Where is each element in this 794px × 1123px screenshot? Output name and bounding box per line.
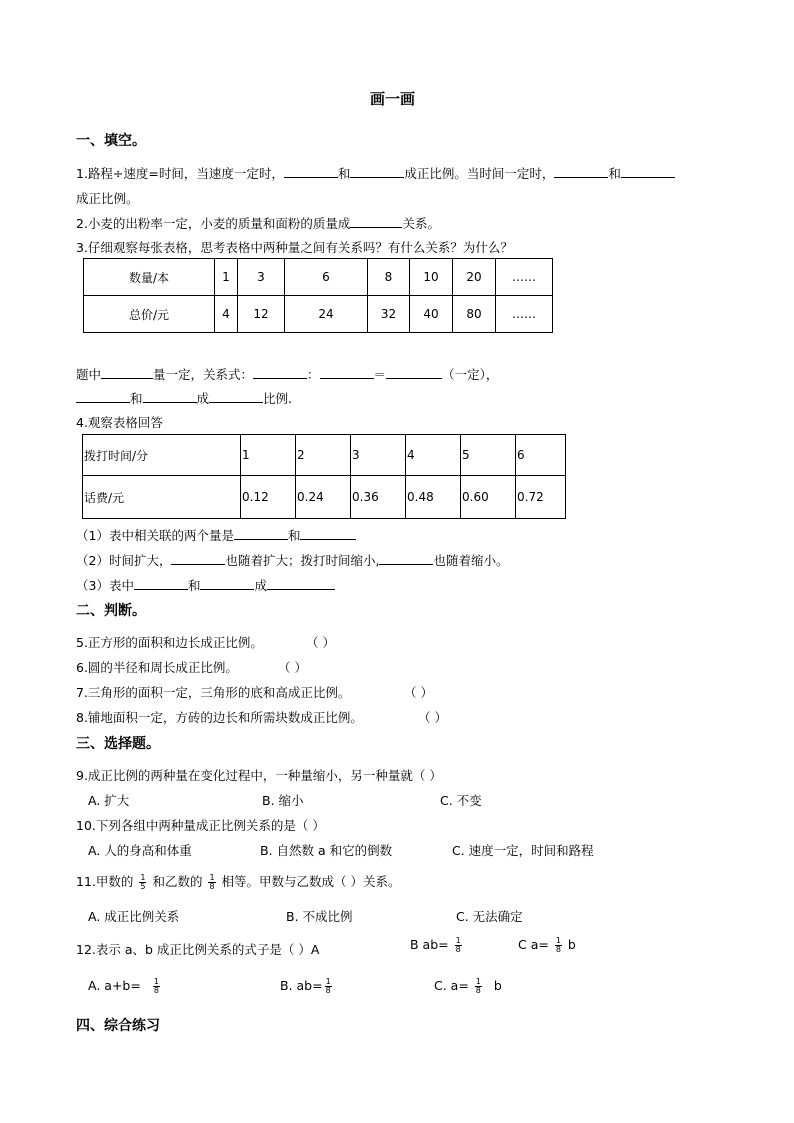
q12-option-a[interactable]: [88, 978, 162, 995]
q6-answer-paren[interactable]: （ ）: [278, 660, 307, 675]
page-title: 画一画: [370, 90, 416, 108]
question-10: 10.下列各组中两种量成正比例关系的是（ ）: [76, 818, 325, 833]
fraction-numerator: 1: [555, 936, 561, 945]
table-cell: 3: [238, 259, 285, 296]
q3-blank-7[interactable]: [209, 390, 263, 403]
q4-sub3-blank-3[interactable]: [267, 577, 335, 590]
q5-answer-paren[interactable]: （ ）: [306, 635, 335, 650]
question-1-line-1: [76, 164, 675, 182]
q3-text-f: 和: [130, 391, 143, 406]
q4-sub1-blank-2[interactable]: [300, 527, 356, 540]
table-cell: 6: [516, 435, 566, 476]
table-cell: 0.12: [241, 476, 296, 519]
section-heading-judge: 二、判断。: [76, 603, 146, 619]
fraction-numerator: 1: [209, 873, 215, 882]
table-cell: 0.48: [406, 476, 461, 519]
q4-sub1-text-b: 和: [287, 528, 301, 543]
table-cell: 10: [410, 259, 453, 296]
table-cell: 总价/元: [84, 296, 215, 333]
fraction-one-eighth: [475, 978, 482, 995]
q4-sub3-text-b: 和: [187, 578, 201, 593]
q3-text-e: （一定），: [442, 367, 499, 382]
table-cell: 12: [238, 296, 285, 333]
fraction-one-eighth: [455, 937, 462, 954]
question-3-fill-2: [76, 389, 292, 407]
table-cell: 1: [215, 259, 238, 296]
table-cell: 5: [461, 435, 516, 476]
q1-text-c: 成正比例。当时间一定时，: [404, 166, 555, 181]
q9-option-c[interactable]: C. 不变: [440, 793, 482, 808]
q3-blank-1[interactable]: [101, 366, 153, 379]
q10-option-b[interactable]: B. 自然数 a 和它的倒数: [260, 843, 393, 858]
table-cell: ……: [496, 259, 553, 296]
q2-blank[interactable]: [350, 215, 402, 228]
table-cell: 8: [368, 259, 410, 296]
fraction-denominator: 5: [140, 882, 146, 891]
question-7: 7.三角形的面积一定，三角形的底和高成正比例。: [76, 685, 351, 700]
q3-blank-6[interactable]: [143, 390, 197, 403]
table-cell: 40: [410, 296, 453, 333]
question-4-sub-2: [76, 551, 508, 569]
question-6: 6.圆的半径和周长成正比例。: [76, 660, 238, 675]
table-cell: 0.60: [461, 476, 516, 519]
fraction-denominator: 8: [475, 986, 481, 995]
q9-option-b[interactable]: B. 缩小: [262, 793, 304, 808]
q12-inline-c-tail: b: [567, 937, 576, 952]
question-9: 9.成正比例的两种量在变化过程中，一种量缩小，另一种量就（ ）: [76, 768, 442, 783]
q1-blank-2[interactable]: [350, 165, 404, 178]
table-cell: 6: [285, 259, 368, 296]
q10-option-a[interactable]: A. 人的身高和体重: [88, 843, 192, 858]
fraction-denominator: 8: [555, 945, 561, 954]
q11-text-c: 相等。甲数与乙数成（ ）关系。: [221, 874, 401, 889]
question-8: 8.铺地面积一定，方砖的边长和所需块数成正比例。: [76, 710, 363, 725]
table-cell: 4: [215, 296, 238, 333]
fraction-one-eighth: [555, 937, 562, 954]
section-heading-choice: 三、选择题。: [76, 736, 160, 752]
q4-sub3-blank-1[interactable]: [134, 577, 188, 590]
q11-option-c[interactable]: C. 无法确定: [456, 909, 523, 924]
q3-text-b: 量一定，关系式：: [153, 367, 254, 382]
q4-sub1-blank-1[interactable]: [234, 527, 288, 540]
q7-answer-paren[interactable]: （ ）: [404, 685, 433, 700]
q1-blank-1[interactable]: [284, 165, 338, 178]
table-cell: 0.36: [351, 476, 406, 519]
q1-text-b: 和: [337, 166, 351, 181]
q12-option-c-text: C. a=: [434, 978, 469, 993]
table-cell: 1: [241, 435, 296, 476]
table-cell: 24: [285, 296, 368, 333]
fraction-denominator: 8: [209, 882, 215, 891]
table-cell: 20: [453, 259, 496, 296]
q3-text-d: ＝: [373, 367, 387, 382]
q12-inline-c-text: C a=: [518, 937, 549, 952]
table-cell: 0.24: [296, 476, 351, 519]
fraction-one-eighth: [153, 978, 160, 995]
q3-blank-2[interactable]: [253, 366, 307, 379]
q4-sub3-text-a: （3）表中: [76, 578, 134, 593]
table-cell: 4: [406, 435, 461, 476]
q12-option-b-text: B. ab=: [280, 978, 323, 993]
q3-text-h: 比例.: [263, 391, 293, 406]
q4-sub1-text-a: （1）表中相关联的两个量是: [76, 528, 234, 543]
question-2: [76, 214, 440, 232]
q9-option-a[interactable]: A. 扩大: [88, 793, 130, 808]
q8-answer-paren[interactable]: （ ）: [418, 710, 447, 725]
q12-inline-option-b: [410, 937, 464, 954]
question-4: 4.观察表格回答: [76, 415, 163, 430]
question-4-sub-1: [76, 526, 356, 544]
table-cell: 拨打时间/分: [83, 435, 241, 476]
call-fee-table: [82, 434, 566, 519]
question-4-sub-3: [76, 576, 335, 594]
q12-inline-option-c: [518, 937, 576, 954]
fraction-numerator: 1: [325, 977, 331, 986]
q1-blank-4[interactable]: [621, 165, 675, 178]
question-12: 12.表示 a、b 成正比例关系的式子是（ ）A: [76, 942, 320, 957]
q11-option-a[interactable]: A. 成正比例关系: [88, 909, 180, 924]
q12-option-a-text: A. a+b=: [88, 978, 141, 993]
question-3-fill-1: [76, 365, 498, 383]
q1-blank-3[interactable]: [554, 165, 608, 178]
table-cell: 0.72: [516, 476, 566, 519]
q12-inline-b-text: B ab=: [410, 937, 449, 952]
table-cell: ……: [496, 296, 553, 333]
table-cell: 3: [351, 435, 406, 476]
section-heading-practice: 四、综合练习: [76, 1018, 160, 1034]
question-11: [76, 872, 401, 891]
q1-text-a: 1.路程÷速度=时间，当速度一定时，: [76, 166, 284, 181]
question-1-line-2: 成正比例。: [76, 191, 139, 206]
q4-sub2-blank-2[interactable]: [379, 552, 433, 565]
question-3: 3.仔细观察每张表格，思考表格中两种量之间有关系吗？有什么关系？为什么？: [76, 240, 513, 255]
q11-text-b: 和乙数的: [152, 874, 203, 889]
q3-text-c: ：: [307, 367, 320, 382]
table-cell: 数量/本: [84, 259, 215, 296]
q12-option-c-tail: b: [493, 978, 502, 993]
fraction-one-fifth: [139, 874, 146, 891]
q2-text-b: 关系。: [402, 216, 440, 231]
q3-blank-5[interactable]: [76, 390, 130, 403]
q3-blank-3[interactable]: [320, 366, 374, 379]
q3-text-a: 题中: [76, 367, 102, 382]
fraction-denominator: 8: [455, 945, 461, 954]
q4-sub2-text-a: （2）时间扩大，: [76, 553, 172, 568]
q4-sub3-text-c: 成: [254, 578, 267, 593]
fraction-one-eighth: [208, 874, 215, 891]
fraction-numerator: 1: [153, 977, 159, 986]
fraction-denominator: 8: [325, 986, 331, 995]
q11-text-a: 11.甲数的: [76, 874, 134, 889]
question-5: 5.正方形的面积和边长成正比例。: [76, 635, 263, 650]
fraction-denominator: 8: [153, 986, 159, 995]
fraction-numerator: 1: [475, 977, 481, 986]
fraction-numerator: 1: [140, 873, 146, 882]
table-cell: 2: [296, 435, 351, 476]
q3-text-g: 成: [196, 391, 210, 406]
table-cell: 话费/元: [83, 476, 241, 519]
price-table: [83, 258, 553, 333]
q11-option-b[interactable]: B. 不成比例: [286, 909, 353, 924]
q10-option-c[interactable]: C. 速度一定，时间和路程: [452, 843, 594, 858]
q3-blank-4[interactable]: [386, 366, 442, 379]
section-heading-fill-in: 一、填空。: [76, 133, 146, 149]
fraction-one-eighth: [325, 978, 332, 995]
q12-option-b[interactable]: [280, 978, 334, 995]
q4-sub2-text-b: 也随着扩大；拨打时间缩小,: [225, 553, 380, 568]
q4-sub3-blank-2[interactable]: [200, 577, 254, 590]
table-cell: 80: [453, 296, 496, 333]
q12-option-c[interactable]: [434, 978, 502, 995]
q1-text-d: 和: [608, 166, 621, 181]
fraction-numerator: 1: [455, 936, 461, 945]
q4-sub2-blank-1[interactable]: [171, 552, 225, 565]
table-cell: 32: [368, 296, 410, 333]
q4-sub2-text-c: 也随着缩小。: [433, 553, 509, 568]
q2-text-a: 2.小麦的出粉率一定，小麦的质量和面粉的质量成: [76, 216, 351, 231]
